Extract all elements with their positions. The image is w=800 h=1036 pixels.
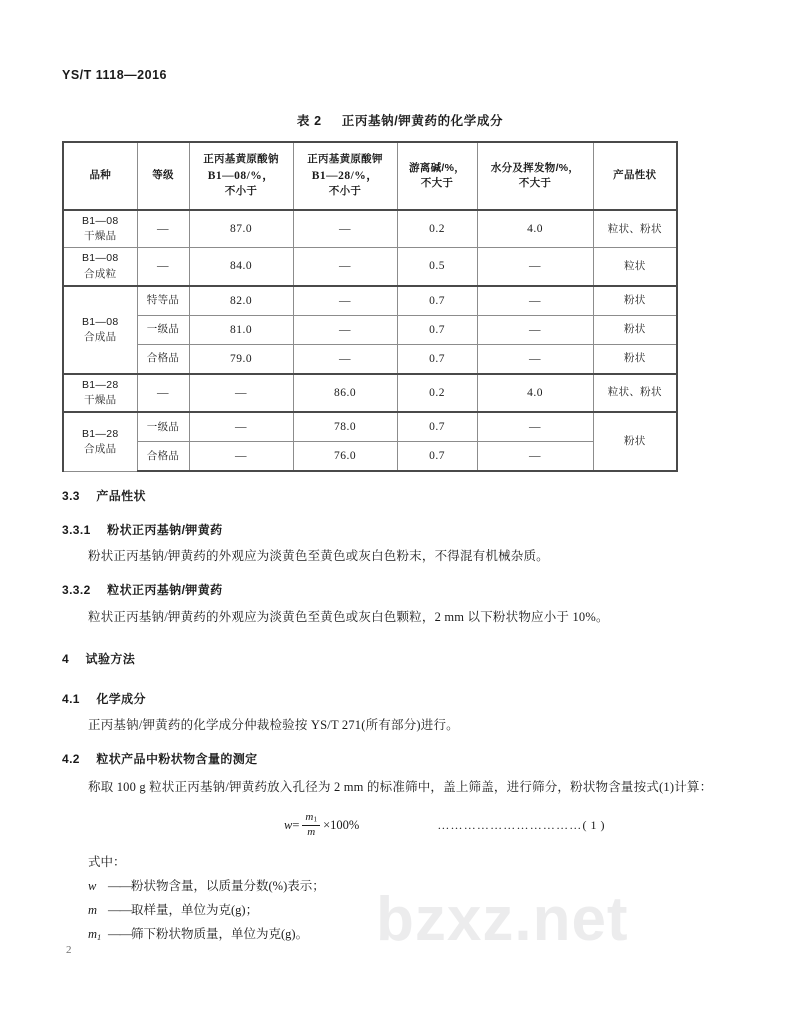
legend-text: 筛下粉状物质量，单位为克(g)。 (131, 927, 309, 941)
heading-4-1 (62, 690, 146, 707)
cell-variety-line1: B1—08 (81, 252, 119, 265)
formula-numerator-subscript: 1 (313, 814, 318, 824)
cell-product-form: 粉状 (593, 344, 677, 374)
cell-grade: — (137, 210, 189, 248)
cell-potassium: — (293, 248, 397, 286)
cell-free-alkali: 0.7 (397, 286, 477, 316)
col-header-sodium (189, 142, 293, 210)
legend-symbol: m (88, 903, 98, 917)
col-header-sodium-line3: 不小于 (224, 185, 258, 198)
cell-moisture: — (477, 315, 593, 344)
cell-product-form: 粉状 (593, 412, 677, 471)
formula-equals: = (292, 817, 300, 832)
heading-3-3-number: 3.3 (62, 489, 80, 503)
col-header-product-form-label: 产品性状 (613, 169, 657, 182)
heading-3-3-2 (62, 581, 223, 598)
formula-numerator (302, 812, 320, 826)
paragraph-4-2: 称取 100 g 粒状正丙基钠/钾黄药放入孔径为 2 mm 的标准筛中，盖上筛盖，进行筛分，粉状物含量按式(1)计算： (88, 780, 713, 794)
legend-item (62, 898, 722, 922)
cell-variety-line1: B1—08 (81, 215, 119, 227)
cell-sodium: 87.0 (189, 210, 293, 248)
cell-variety-line2: 合成品 (84, 443, 117, 456)
col-header-product-form (593, 142, 677, 210)
cell-moisture: — (477, 344, 593, 374)
specification-table (62, 141, 678, 472)
paragraph-3-3-1: 粉状正丙基钠/钾黄药的外观应为淡黄色至黄色或灰白色粉末，不得混有机械杂质。 (88, 549, 549, 563)
cell-potassium: 86.0 (293, 374, 397, 412)
cell-variety-line2: 干燥品 (84, 394, 117, 407)
cell-sodium: 81.0 (189, 315, 293, 344)
table-row (63, 374, 677, 412)
cell-grade: 合格品 (137, 442, 189, 472)
legend-dash: —— (108, 903, 131, 917)
legend-text: 粉状物含量，以质量分数(%)表示； (131, 879, 325, 893)
cell-product-form: 粉状 (593, 286, 677, 316)
cell-potassium: — (293, 210, 397, 248)
cell-variety (63, 210, 137, 248)
col-header-grade (137, 142, 189, 210)
cell-potassium: — (293, 315, 397, 344)
cell-potassium: — (293, 344, 397, 374)
heading-4-number: 4 (62, 652, 70, 666)
cell-potassium: 76.0 (293, 442, 397, 472)
cell-sodium: — (189, 374, 293, 412)
formula-fraction (302, 812, 320, 838)
cell-grade: — (137, 248, 189, 286)
col-header-grade-label: 等级 (152, 169, 174, 182)
heading-3-3-1 (62, 521, 223, 538)
col-header-moisture (477, 142, 593, 210)
heading-4-1-number: 4.1 (62, 692, 80, 706)
paragraph-3-3-2: 粒状正丙基钠/钾黄药的外观应为淡黄色至黄色或灰白色颗粒，2 mm 以下粉状物应小于 10%。 (88, 610, 609, 624)
cell-product-form: 粒状 (593, 248, 677, 286)
formula-row (62, 812, 722, 838)
cell-variety-line1: B1—28 (81, 378, 119, 391)
legend-lead: 式中： (88, 855, 126, 869)
table-row (63, 248, 677, 286)
cell-sodium: — (189, 442, 293, 472)
col-header-variety (63, 142, 137, 210)
cell-potassium: — (293, 286, 397, 316)
cell-free-alkali: 0.7 (397, 412, 477, 442)
cell-free-alkali: 0.7 (397, 315, 477, 344)
cell-free-alkali: 0.7 (397, 344, 477, 374)
formula-number-label: ( 1 ) (582, 817, 606, 832)
col-header-sodium-line1: 正丙基黄原酸钠 (203, 153, 279, 166)
cell-variety (63, 374, 137, 412)
table-row (63, 286, 677, 316)
cell-variety-line1: B1—28 (81, 427, 119, 440)
cell-variety-line2: 合成粒 (84, 267, 117, 280)
cell-variety-line2: 合成品 (84, 330, 117, 343)
table-header-row (63, 142, 677, 210)
cell-free-alkali: 0.2 (397, 210, 477, 248)
cell-grade: — (137, 374, 189, 412)
formula-expression (284, 812, 359, 838)
table-header (63, 142, 677, 210)
cell-sodium: 84.0 (189, 248, 293, 286)
legend-symbol-subscript: 1 (97, 931, 102, 942)
heading-3-3-2-number: 3.3.2 (62, 583, 91, 597)
cell-variety (63, 248, 137, 286)
legend-symbol: w (88, 879, 97, 893)
cell-grade: 特等品 (137, 286, 189, 316)
heading-4-2-number: 4.2 (62, 752, 80, 766)
document-running-header: YS/T 1118—2016 (62, 68, 167, 82)
cell-variety-line1: B1—08 (81, 315, 119, 328)
cell-moisture: — (477, 442, 593, 472)
heading-3-3 (62, 487, 146, 504)
site-watermark: bzxz.net (376, 885, 629, 954)
heading-4-2-title: 粒状产品中粉状物含量的测定 (96, 752, 258, 766)
col-header-variety-label: 品种 (89, 169, 112, 182)
cell-sodium: — (189, 412, 293, 442)
heading-3-3-2-title: 粒状正丙基钠/钾黄药 (107, 583, 223, 597)
col-header-free-alkali (397, 142, 477, 210)
formula-leader-dots: …………………………… (437, 817, 583, 832)
heading-4-title: 试验方法 (85, 652, 136, 666)
heading-3-3-title: 产品性状 (96, 489, 146, 503)
col-header-potassium-line1: 正丙基黄原酸钾 (307, 153, 383, 166)
cell-sodium: 79.0 (189, 344, 293, 374)
cell-product-form: 粒状、粉状 (593, 374, 677, 412)
table-caption (0, 111, 800, 129)
heading-3-3-1-number: 3.3.1 (62, 523, 91, 537)
legend-symbol (88, 922, 108, 946)
col-header-potassium-line3: 不小于 (328, 185, 362, 198)
cell-free-alkali: 0.2 (397, 374, 477, 412)
legend-item (62, 922, 722, 946)
cell-free-alkali: 0.5 (397, 248, 477, 286)
table-row (63, 412, 677, 442)
heading-3-3-1-title: 粉状正丙基钠/钾黄药 (107, 523, 223, 537)
cell-product-form: 粉状 (593, 315, 677, 344)
table-row (63, 315, 677, 344)
col-header-potassium (293, 142, 397, 210)
legend-dash: —— (108, 927, 131, 941)
cell-sodium: 82.0 (189, 286, 293, 316)
table-body (63, 210, 677, 471)
col-header-moisture-line2: 不大于 (518, 177, 552, 189)
page-number: 2 (66, 944, 72, 956)
table-row (63, 210, 677, 248)
table-row (63, 344, 677, 374)
cell-moisture: 4.0 (477, 374, 593, 412)
formula-numerator-symbol: m (305, 811, 314, 823)
cell-variety-line2: 干燥品 (84, 230, 117, 243)
cell-grade: 一级品 (137, 412, 189, 442)
cell-variety (63, 286, 137, 374)
cell-potassium: 78.0 (293, 412, 397, 442)
cell-grade: 合格品 (137, 344, 189, 374)
legend-item (62, 874, 722, 898)
cell-moisture: 4.0 (477, 210, 593, 248)
cell-grade: 一级品 (137, 315, 189, 344)
formula-number (437, 818, 605, 833)
cell-moisture: — (477, 286, 593, 316)
table-caption-label: 表 2 (296, 114, 322, 128)
cell-moisture: — (477, 412, 593, 442)
col-header-free-alkali-line1: 游离碱/%， (408, 161, 466, 174)
cell-free-alkali: 0.7 (397, 442, 477, 472)
col-header-moisture-line1: 水分及挥发物/%， (490, 161, 580, 174)
legend-dash: —— (108, 879, 131, 893)
heading-4-2 (62, 750, 258, 767)
formula-legend (62, 850, 722, 946)
cell-moisture: — (477, 248, 593, 286)
heading-4-1-title: 化学成分 (96, 692, 146, 706)
heading-4 (62, 650, 135, 667)
formula-denominator: m (307, 825, 316, 838)
col-header-free-alkali-line2: 不大于 (420, 177, 454, 189)
legend-text: 取样量，单位为克(g)； (131, 903, 259, 917)
formula-left-symbol: w (284, 817, 293, 832)
cell-product-form: 粒状、粉状 (593, 210, 677, 248)
legend-symbol-base: m (88, 927, 98, 941)
table-caption-title: 正丙基钠/钾黄药的化学成分 (341, 114, 504, 128)
table-row (63, 442, 677, 472)
col-header-potassium-line2: B1—28/%， (311, 169, 379, 182)
paragraph-4-1: 正丙基钠/钾黄药的化学成分仲裁检验按 YS/T 271(所有部分)进行。 (88, 718, 459, 732)
formula-multiplier: ×100% (323, 817, 360, 832)
specification-table-container (62, 141, 676, 472)
col-header-sodium-line2: B1—08/%， (207, 169, 275, 182)
cell-variety (63, 412, 137, 471)
